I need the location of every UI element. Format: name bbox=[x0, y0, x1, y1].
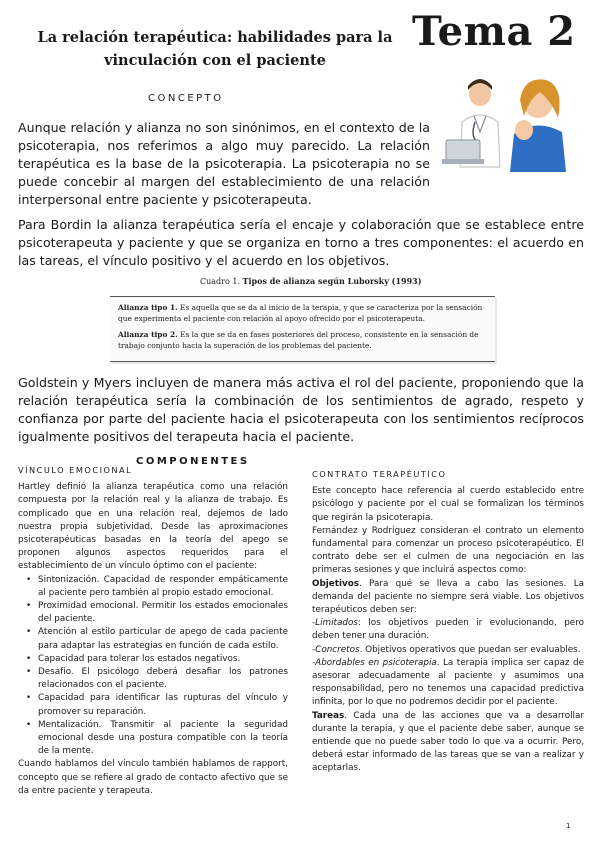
alliance-type-2-label: Alianza tipo 2. bbox=[118, 330, 178, 339]
concretos-text: . Objetivos operativos que puedan ser evaluables. bbox=[359, 644, 581, 655]
alliance-type-1-text: Es aquella que se da al inicio de la terapia, y que se caracteriza por la sensación que experimenta el paciente con relación al apoyo ofrecido por el psicoterapeuta. bbox=[118, 303, 483, 323]
cuadro-caption bbox=[200, 276, 422, 286]
cuadro-caption-title: Tipos de alianza según Luborsky (1993) bbox=[242, 276, 422, 286]
abordables-text: . La terapia implica ser capaz de asesorar adecuadamente al paciente y asumimos una responsabilidad, pero no tenemos una capacidad predictiva infinita, por lo que no podremos decidir por el paciente. bbox=[312, 657, 584, 708]
limitados-label: -Limitados bbox=[312, 618, 358, 629]
list-item: • Capacidad para identificar las rupturas del vínculo y promover su reparación. bbox=[24, 692, 288, 718]
list-item: • Sintonización. Capacidad de responder empáticamente al paciente pero también al propio estado emocional. bbox=[24, 574, 288, 600]
alliance-type-1-label: Alianza tipo 1. bbox=[118, 303, 178, 312]
vinculo-list bbox=[22, 574, 288, 759]
concretos-paragraph bbox=[312, 644, 584, 657]
contrato-paragraph-2: Fernández y Rodríguez consideran el contrato un elemento fundamental para comenzar un proceso psicoterapéutico. El contrato debe ser el culmen de una negociación en las primeras sesiones y que incluirá aspectos como: bbox=[312, 525, 584, 576]
vinculo-heading: VÍNCULO EMOCIONAL bbox=[18, 465, 133, 475]
abordables-label: -Abordables en psicoterapia bbox=[312, 657, 437, 668]
contrato-terapeutico-column bbox=[312, 468, 584, 776]
list-item: • Proximidad emocional. Permitir los estados emocionales del paciente. bbox=[24, 600, 288, 626]
concepto-paragraph-3: Goldstein y Myers incluyen de manera más activa el rol del paciente, proponiendo que la relación terapéutica sería la combinación de los sentimientos de agrado, respeto y confianza por parte del paciente hacia el psicoterapeuta con los sentimientos recíprocos igualmente positivos del terapeuta hacia el paciente. bbox=[18, 375, 584, 444]
therapist-patient-illustration-icon bbox=[440, 72, 570, 172]
objetivos-paragraph bbox=[312, 578, 584, 618]
concretos-label: -Concretos bbox=[312, 644, 360, 655]
list-item: • Atención al estilo particular de apego de cada paciente para adaptar las estrategias en función de cada estilo. bbox=[24, 626, 288, 652]
contrato-heading: CONTRATO TERAPÉUTICO bbox=[312, 469, 447, 479]
cuadro-caption-prefix: Cuadro 1. bbox=[200, 277, 240, 286]
concepto-heading: CONCEPTO bbox=[148, 93, 224, 104]
concepto-paragraph-1: Aunque relación y alianza no son sinónimos, en el contexto de la psicoterapia, nos referimos a algo muy parecido. La relación terapéutica es la base de la psicoterapia. La psicoterapia no se puede concebir al margen del establecimiento de una relación interpersonal entre paciente y psicoterapeuta. bbox=[18, 120, 430, 207]
alliance-type-2-text: Es la que se da en fases posteriores del proceso, consistente en la sensación de trabajo conjunto hacia la superación de los problemas del paciente. bbox=[118, 330, 479, 350]
objetivos-text: . Para qué se lleva a cabo las sesiones. La demanda del paciente no siempre será viable. Los objetivos terapéuticos deben ser: bbox=[312, 578, 584, 616]
vinculo-intro: Hartley definió la alianza terapéutica como una relación compuesta por la relación real y la alianza de trabajo. Es complicado que en una relación real, dejemos de lado nuestra propia subjetividad. Desde las aproximaciones psicoterapéuticas basadas en la teoría del apego se proponen algunos aspectos requeridos para el establecimiento de un vínculo óptimo con el paciente: bbox=[18, 482, 288, 572]
list-item: • Mentalización. Transmitir al paciente la seguridad emocional desde una postura compatible con la teoría de la mente. bbox=[24, 719, 288, 759]
limitados-paragraph bbox=[312, 617, 584, 643]
page-title: La relación terapéutica: habilidades para la vinculación con el paciente bbox=[37, 29, 393, 69]
limitados-text: : los objetivos pueden ir evolucionando, pero deben tener una duración. bbox=[312, 618, 584, 642]
contrato-paragraph-1: Este concepto hace referencia al cuerdo establecido entre psicólogo y paciente por el cual se formalizan los términos que regirán la psicoterapia. bbox=[312, 486, 584, 523]
vinculo-emocional-column bbox=[18, 464, 288, 798]
tareas-text: . Cada una de las acciones que va a desarrollar durante la terapia, y que el paciente debe saber, aunque se entiende que no puede saber todo lo que va a ocurrir. Pero, deberá estar informado de las tareas que se van a realizar y aceptarlas. bbox=[312, 710, 584, 774]
list-item: • Capacidad para tolerar los estados negativos. bbox=[24, 653, 288, 666]
componentes-heading: COMPONENTES bbox=[136, 456, 250, 467]
page-number: 1 bbox=[566, 822, 571, 830]
alliance-type-2 bbox=[118, 329, 487, 351]
abordables-paragraph bbox=[312, 657, 584, 710]
tareas-label: Tareas bbox=[312, 710, 345, 721]
topic-number: Tema 2 bbox=[412, 8, 576, 55]
vinculo-outro: Cuando hablamos del vínculo también hablamos de rapport, concepto que se refiere al grado de contacto afectivo que se da entre paciente y terapeuta. bbox=[18, 759, 288, 796]
concepto-paragraph-2: Para Bordin la alianza terapéutica sería el encaje y colaboración que se establece entre psicoterapeuta y paciente y que se organiza en torno a tres componentes: el acuerdo en las tareas, el vínculo positivo y el acuerdo en los objetivos. bbox=[18, 217, 584, 268]
objetivos-label: Objetivos bbox=[312, 578, 359, 589]
alliance-types-table bbox=[110, 296, 495, 362]
alliance-type-1 bbox=[118, 302, 487, 324]
tareas-paragraph bbox=[312, 710, 584, 776]
list-item: • Desafío. El psicólogo deberá desafiar los patrones relacionados con el paciente. bbox=[24, 666, 288, 692]
